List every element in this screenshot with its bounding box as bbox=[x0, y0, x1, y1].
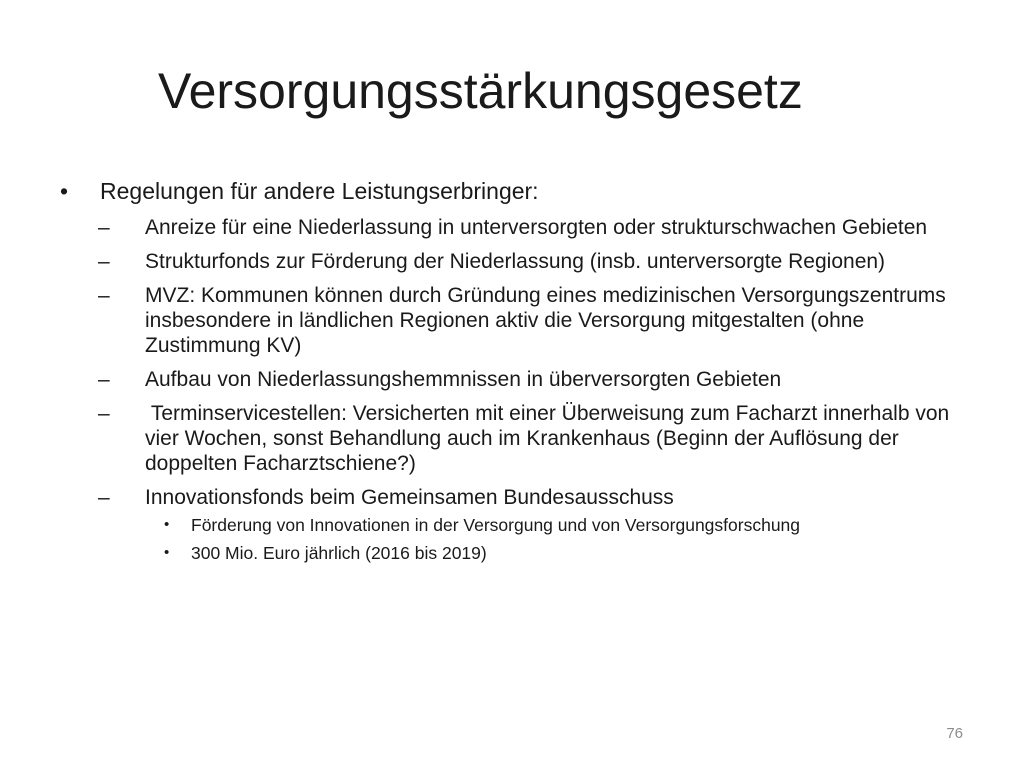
page-number: 76 bbox=[946, 725, 963, 742]
bullet-text: Regelungen für andere Leistungserbringer: bbox=[100, 178, 539, 204]
dash-text: Strukturfonds zur Förderung der Niederlassung (insb. unterversorgte Regionen) bbox=[145, 250, 886, 273]
dash-icon: – bbox=[98, 250, 110, 273]
dash-item bbox=[58, 283, 968, 358]
dash-text: Terminservicestellen: Versicherten mit einer Überweisung zum Facharzt innerhalb von vier Wochen, sonst Behandlung auch im Krankenhaus (Beginn der Auflösung der doppelten Facharztschiene?) bbox=[145, 402, 956, 475]
dash-item bbox=[58, 401, 968, 476]
sub-bullet-text: 300 Mio. Euro jährlich (2016 bis 2019) bbox=[191, 543, 487, 563]
dash-text: Innovationsfonds beim Gemeinsamen Bundesausschuss bbox=[145, 486, 674, 509]
sub-bullet-item bbox=[58, 514, 968, 536]
dash-icon: – bbox=[98, 368, 110, 391]
dash-text: Aufbau von Niederlassungshemmnissen in überversorgten Gebieten bbox=[145, 368, 782, 391]
sub-bullet-item bbox=[58, 542, 968, 564]
bullet-icon: • bbox=[164, 544, 170, 561]
dash-item bbox=[58, 249, 968, 274]
slide-title: Versorgungsstärkungsgesetz bbox=[158, 63, 803, 119]
bullet-icon: • bbox=[60, 178, 69, 204]
dash-icon: – bbox=[98, 486, 110, 509]
dash-item bbox=[58, 367, 968, 392]
bullet-item bbox=[58, 177, 968, 205]
dash-icon: – bbox=[98, 402, 110, 425]
sub-bullet-text: Förderung von Innovationen in der Versorgung und von Versorgungsforschung bbox=[191, 515, 801, 535]
slide-body bbox=[58, 177, 968, 570]
dash-text: Anreize für eine Niederlassung in unterversorgten oder strukturschwachen Gebieten bbox=[145, 216, 928, 239]
dash-icon: – bbox=[98, 216, 110, 239]
bullet-icon: • bbox=[164, 516, 170, 533]
dash-text: MVZ: Kommunen können durch Gründung eines medizinischen Versorgungszentrums insbesondere in ländlichen Regionen aktiv die Versorgung mitgestalten (ohne Zustimmung KV) bbox=[145, 284, 946, 357]
dash-item bbox=[58, 215, 968, 240]
dash-item bbox=[58, 485, 968, 510]
dash-icon: – bbox=[98, 284, 110, 307]
